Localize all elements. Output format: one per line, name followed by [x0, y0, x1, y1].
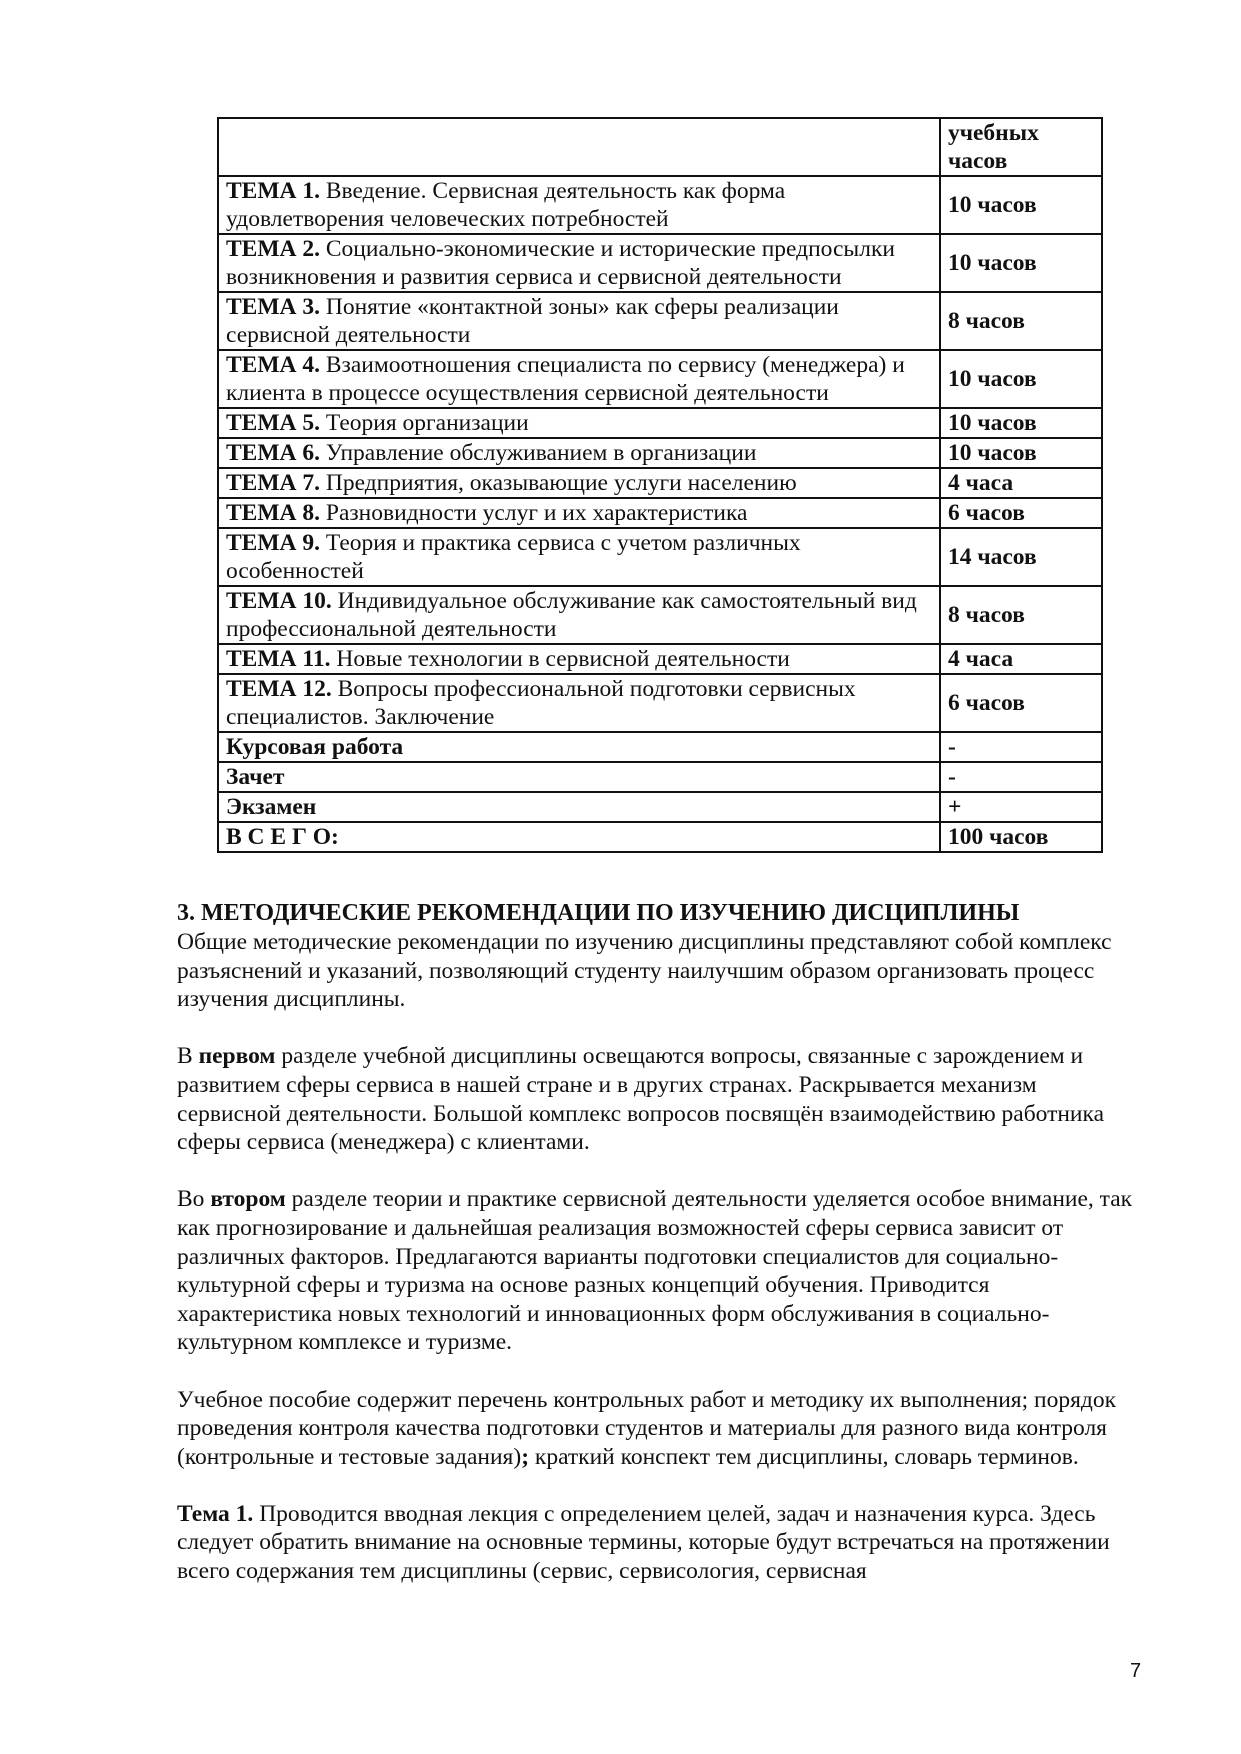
- p2-bold: первом: [198, 1043, 276, 1070]
- topic-text: Теория организации: [320, 410, 529, 436]
- table-row: [218, 292, 1102, 350]
- topic-cell: [218, 234, 940, 292]
- table-row: [218, 176, 1102, 234]
- topic-cell: [218, 528, 940, 586]
- topic-cell: [218, 350, 940, 408]
- summary-value: 100 часов: [940, 822, 1102, 852]
- table-row: [218, 644, 1102, 674]
- page-number: 7: [1130, 1660, 1142, 1682]
- topic-label: ТЕМА 8.: [226, 500, 320, 526]
- p5-bold: Тема 1.: [177, 1500, 254, 1527]
- topic-cell: [218, 644, 940, 674]
- hours-cell: 4 часа: [940, 468, 1102, 498]
- hours-cell: 10 часов: [940, 350, 1102, 408]
- hours-cell: 10 часов: [940, 408, 1102, 438]
- topic-text: Социально-экономические и исторические предпосылки возникновения и развития сервиса и сервисной деятельности: [226, 236, 895, 290]
- table-row: [218, 528, 1102, 586]
- section-heading: 3. МЕТОДИЧЕСКИЕ РЕКОМЕНДАЦИИ ПО ИЗУЧЕНИЮ ДИСЦИПЛИНЫ: [177, 900, 1020, 926]
- hours-cell: 6 часов: [940, 498, 1102, 528]
- summary-value: +: [940, 792, 1102, 822]
- hours-cell: 14 часов: [940, 528, 1102, 586]
- paragraph-textbook: [177, 1386, 1137, 1472]
- topic-label: ТЕМА 10.: [226, 588, 332, 614]
- topic-cell: [218, 586, 940, 644]
- topic-text: Разновидности услуг и их характеристика: [320, 500, 748, 526]
- topic-cell: [218, 674, 940, 732]
- p2-rest: разделе учебной дисциплины освещаются вопросы, связанные с зарождением и развитием сферы сервиса в нашей стране и в других странах. Раскрывается механизм сервисной деятельности. Большой комплекс вопросов посвящён взаимодействию работника сферы сервиса (менеджера) с клиентами.: [177, 1043, 1104, 1156]
- paragraph-second-part: [177, 1185, 1137, 1357]
- summary-label: Курсовая работа: [218, 732, 940, 762]
- topic-cell: [218, 498, 940, 528]
- p4-rest: краткий конспект тем дисциплины, словарь терминов.: [529, 1443, 1079, 1470]
- topic-text: Предприятия, оказывающие услуги населению: [320, 470, 797, 496]
- topic-cell: [218, 408, 940, 438]
- paragraph-intro: Общие методические рекомендации по изучению дисциплины представляют собой комплекс разъяснений и указаний, позволяющий студенту наилучшим образом организовать процесс изучения дисциплины.: [177, 929, 1112, 1013]
- p4-text: Учебное пособие содержит перечень контрольных работ и методику их выполнения; порядок проведения контроля качества подготовки студентов и материалы для разного вида контроля (контрольные и тестовые задания): [177, 1386, 1117, 1470]
- topic-text: Введение. Сервисная деятельность как форма удовлетворения человеческих потребностей: [226, 178, 786, 232]
- header-hours-cell: учебных часов: [940, 118, 1102, 176]
- topic-label: ТЕМА 11.: [226, 646, 331, 672]
- hours-cell: 8 часов: [940, 586, 1102, 644]
- topic-text: Вопросы профессиональной подготовки сервисных специалистов. Заключение: [226, 676, 856, 730]
- topic-label: ТЕМА 7.: [226, 470, 320, 496]
- method-section: [177, 898, 1137, 1614]
- table-row: [218, 438, 1102, 468]
- table-row: [218, 674, 1102, 732]
- topic-text: Управление обслуживанием в организации: [320, 440, 757, 466]
- topics-table: [217, 117, 1103, 853]
- summary-row: [218, 822, 1102, 852]
- summary-label: Экзамен: [218, 792, 940, 822]
- table-row: [218, 468, 1102, 498]
- topic-label: ТЕМА 12.: [226, 676, 332, 702]
- table-row: [218, 586, 1102, 644]
- paragraph-topic-1: [177, 1500, 1137, 1586]
- table-row: [218, 498, 1102, 528]
- p4-semicolon: ;: [521, 1443, 530, 1470]
- p3-lead: Во: [177, 1186, 211, 1213]
- topic-cell: [218, 468, 940, 498]
- table-row: [218, 234, 1102, 292]
- topic-label: ТЕМА 2.: [226, 236, 320, 262]
- summary-row: [218, 762, 1102, 792]
- topic-label: ТЕМА 6.: [226, 440, 320, 466]
- topic-cell: [218, 176, 940, 234]
- table-row: [218, 350, 1102, 408]
- summary-value: -: [940, 732, 1102, 762]
- summary-row: [218, 732, 1102, 762]
- summary-row: [218, 792, 1102, 822]
- topic-cell: [218, 292, 940, 350]
- topic-label: ТЕМА 1.: [226, 178, 320, 204]
- hours-cell: 6 часов: [940, 674, 1102, 732]
- paragraph-first-part: [177, 1042, 1137, 1156]
- summary-label: Зачет: [218, 762, 940, 792]
- topic-label: ТЕМА 4.: [226, 352, 320, 378]
- topic-text: Индивидуальное обслуживание как самостоятельный вид профессиональной деятельности: [226, 588, 917, 642]
- table-header-row: [218, 118, 1102, 176]
- topic-label: ТЕМА 5.: [226, 410, 320, 436]
- hours-cell: 10 часов: [940, 234, 1102, 292]
- topic-cell: [218, 438, 940, 468]
- hours-cell: 8 часов: [940, 292, 1102, 350]
- p3-bold: втором: [210, 1186, 286, 1213]
- summary-value: -: [940, 762, 1102, 792]
- table-row: [218, 408, 1102, 438]
- p2-lead: В: [177, 1043, 199, 1070]
- topic-label: ТЕМА 3.: [226, 294, 320, 320]
- topic-text: Понятие «контактной зоны» как сферы реализации сервисной деятельности: [226, 294, 839, 348]
- topic-text: Теория и практика сервиса с учетом различных особенностей: [226, 530, 801, 584]
- topic-label: ТЕМА 9.: [226, 530, 320, 556]
- hours-cell: 10 часов: [940, 176, 1102, 234]
- summary-label: В С Е Г О:: [218, 822, 940, 852]
- header-empty-cell: [218, 118, 940, 176]
- topic-text: Новые технологии в сервисной деятельности: [330, 646, 790, 672]
- hours-cell: 10 часов: [940, 438, 1102, 468]
- hours-cell: 4 часа: [940, 644, 1102, 674]
- topic-text: Взаимоотношения специалиста по сервису (менеджера) и клиента в процессе осуществления сервисной деятельности: [226, 352, 905, 406]
- p3-rest: разделе теории и практике сервисной деятельности уделяется особое внимание, так как прогнозирование и дальнейшая реализация возможностей сферы сервиса зависит от различных факторов. Предлагаются варианты подготовки специалистов для социально-культурной сферы и туризма на основе разных концепций обучения. Приводится характеристика новых технологий и инновационных форм обслуживания в социально-культурном комплексе и туризме.: [177, 1186, 1133, 1356]
- p5-rest: Проводится вводная лекция с определением целей, задач и назначения курса. Здесь следует обратить внимание на основные термины, которые будут встречаться на протяжении всего содержания тем дисциплины (сервис, сервисология, сервисная: [177, 1500, 1110, 1585]
